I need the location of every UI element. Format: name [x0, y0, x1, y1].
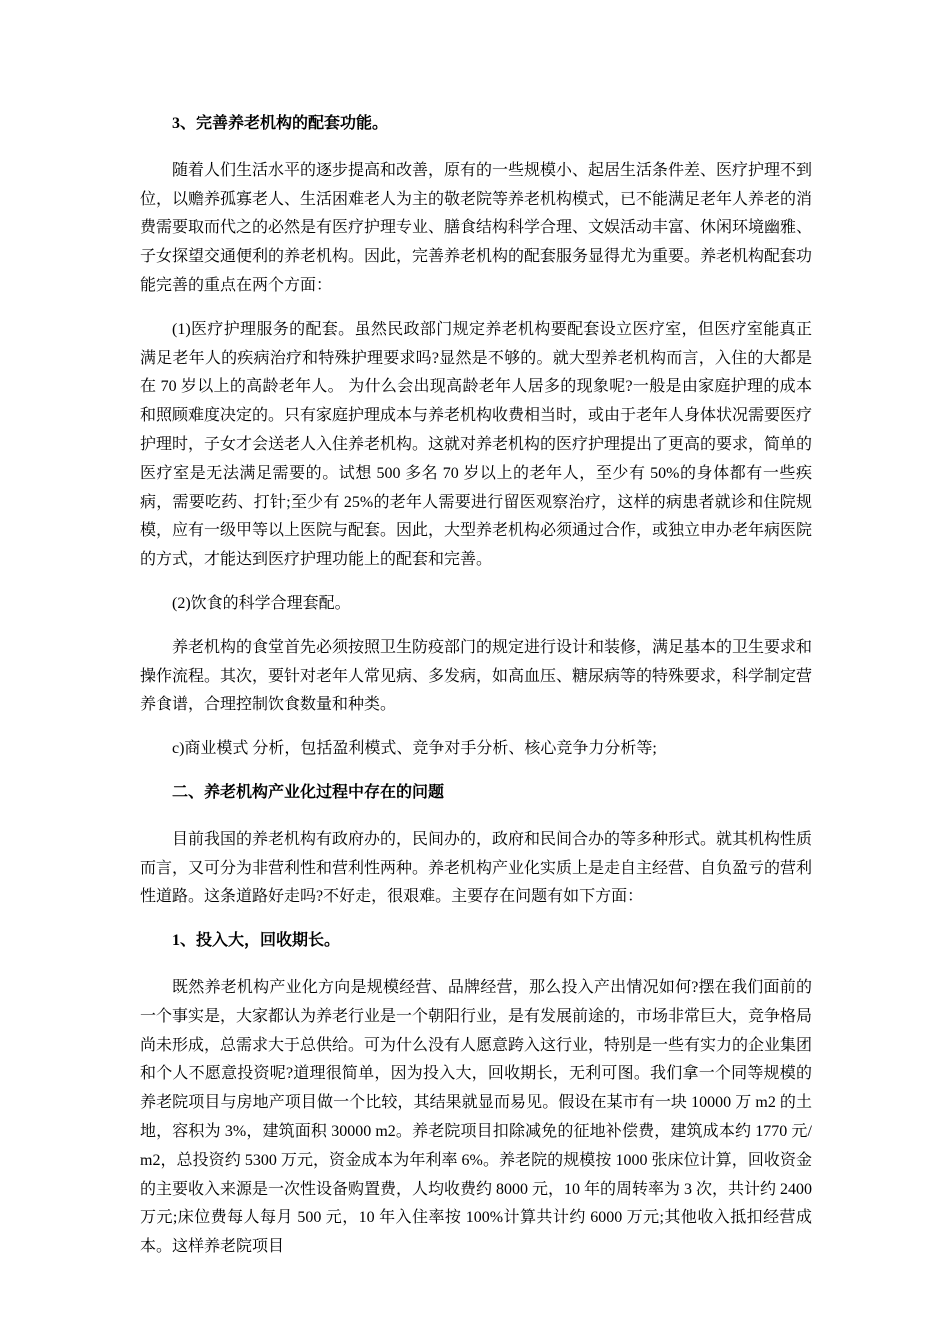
paragraph-canteen-hygiene: 养老机构的食堂首先必须按照卫生防疫部门的规定进行设计和装修，满足基本的卫生要求和操作流程。其次，要针对老年人常见病、多发病，如高血压、糖尿病等的特殊要求，科学制定营养食谱，合理控制饮食数量和种类。 — [140, 638, 813, 714]
heading-2-industrialization-problems: 二、养老机构产业化过程中存在的问题 — [172, 783, 445, 801]
paragraph-living-standards: 随着人们生活水平的逐步提高和改善，原有的一些规模小、起居生活条件差、医疗护理不到位，以赡养孤寡老人、生活困难老人为主的敬老院等养老机构模式，已不能满足老年人养老的消费需要取而代之的必然是有医疗护理专业、膳食结构科学合理、文娱活动丰富、休闲环境幽雅、子女探望交通便利的养老机构。因此，完善养老机构的配套服务显得尤为重要。养老机构配套功能完善的重点在两个方面： — [140, 161, 813, 294]
heading-3-supporting-functions: 3、完善养老机构的配套功能。 — [172, 115, 389, 132]
paragraph-investment-analysis: 既然养老机构产业化方向是规模经营、品牌经营，那么投入产出情况如何?摆在我们面前的一个事实是，大家都认为养老行业是一个朝阳行业，是有发展前途的，市场非常巨大，竞争格局尚未形成，总需求大于总供给。可为什么没有人愿意跨入这行业，特别是一些有实力的企业集团和个人不愿意投资呢?道理很简单，因为投入大，回收期长，无利可图。我们拿一个同等规模的养老院项目与房地产项目做一个比较，其结果就显而易见。假设在某市有一块 10000 万 m2 的土地，容积为 3%，建筑面积 30000 m2。养老院项目扣除减免的征地补偿费，建筑成本约 1770 元/ m2，总投资约 5300 万元，资金成本为年利率 6%。养老院的规模按 1000 张床位计算，回收资金的主要收入来源是一次性设备购置费，人均收费约 8000 元，10 年的周转率为 3 次，共计约 2400 万元;床位费每人每月 500 元，10 年入住率按 100%计算共计约 6000 万元;其他收入抵扣经营成本。这样养老院项目 — [140, 978, 813, 1256]
paragraph-diet-heading-line: (2)饮食的科学合理套配。 — [172, 594, 351, 612]
paragraph-institution-types: 目前我国的养老机构有政府办的，民间办的，政府和民间合办的等多种形式。就其机构性质而言，又可分为非营利性和营利性两种。养老机构产业化实质上是走自主经营、自负盈亏的营利性道路。这条道路好走吗?不好走，很艰难。主要存在问题有如下方面： — [140, 830, 813, 906]
heading-1-large-investment-long-payback: 1、投入大，回收期长。 — [172, 932, 341, 950]
paragraph-business-model: c)商业模式 分析，包括盈利模式、竞争对手分析、核心竞争力分析等; — [172, 740, 657, 758]
paragraph-medical-care-support: (1)医疗护理服务的配套。虽然民政部门规定养老机构要配套设立医疗室，但医疗室能真正满足老年人的疾病治疗和特殊护理要求吗?显然是不够的。就大型养老机构而言，入住的大都是在 70 岁以上的高龄老年人。 为什么会出现高龄老年人居多的现象呢?一般是由家庭护理的成本和照顾难度决定的。只有家庭护理成本与养老机构收费相当时，或由于老年人身体状况需要医疗护理时，子女才会送老人入住养老机构。这就对养老机构的医疗护理提出了更高的要求，简单的医疗室是无法满足需要的。试想 500 多名 70 岁以上的老年人，至少有 50%的身体都有一些疾病，需要吃药、打针;至少有 25%的老年人需要进行留医观察治疗，这样的病患者就诊和住院规模，应有一级甲等以上医院与配套。因此，大型养老机构必须通过合作，或独立申办老年病医院的方式，才能达到医疗护理功能上的配套和完善。 — [140, 320, 813, 569]
